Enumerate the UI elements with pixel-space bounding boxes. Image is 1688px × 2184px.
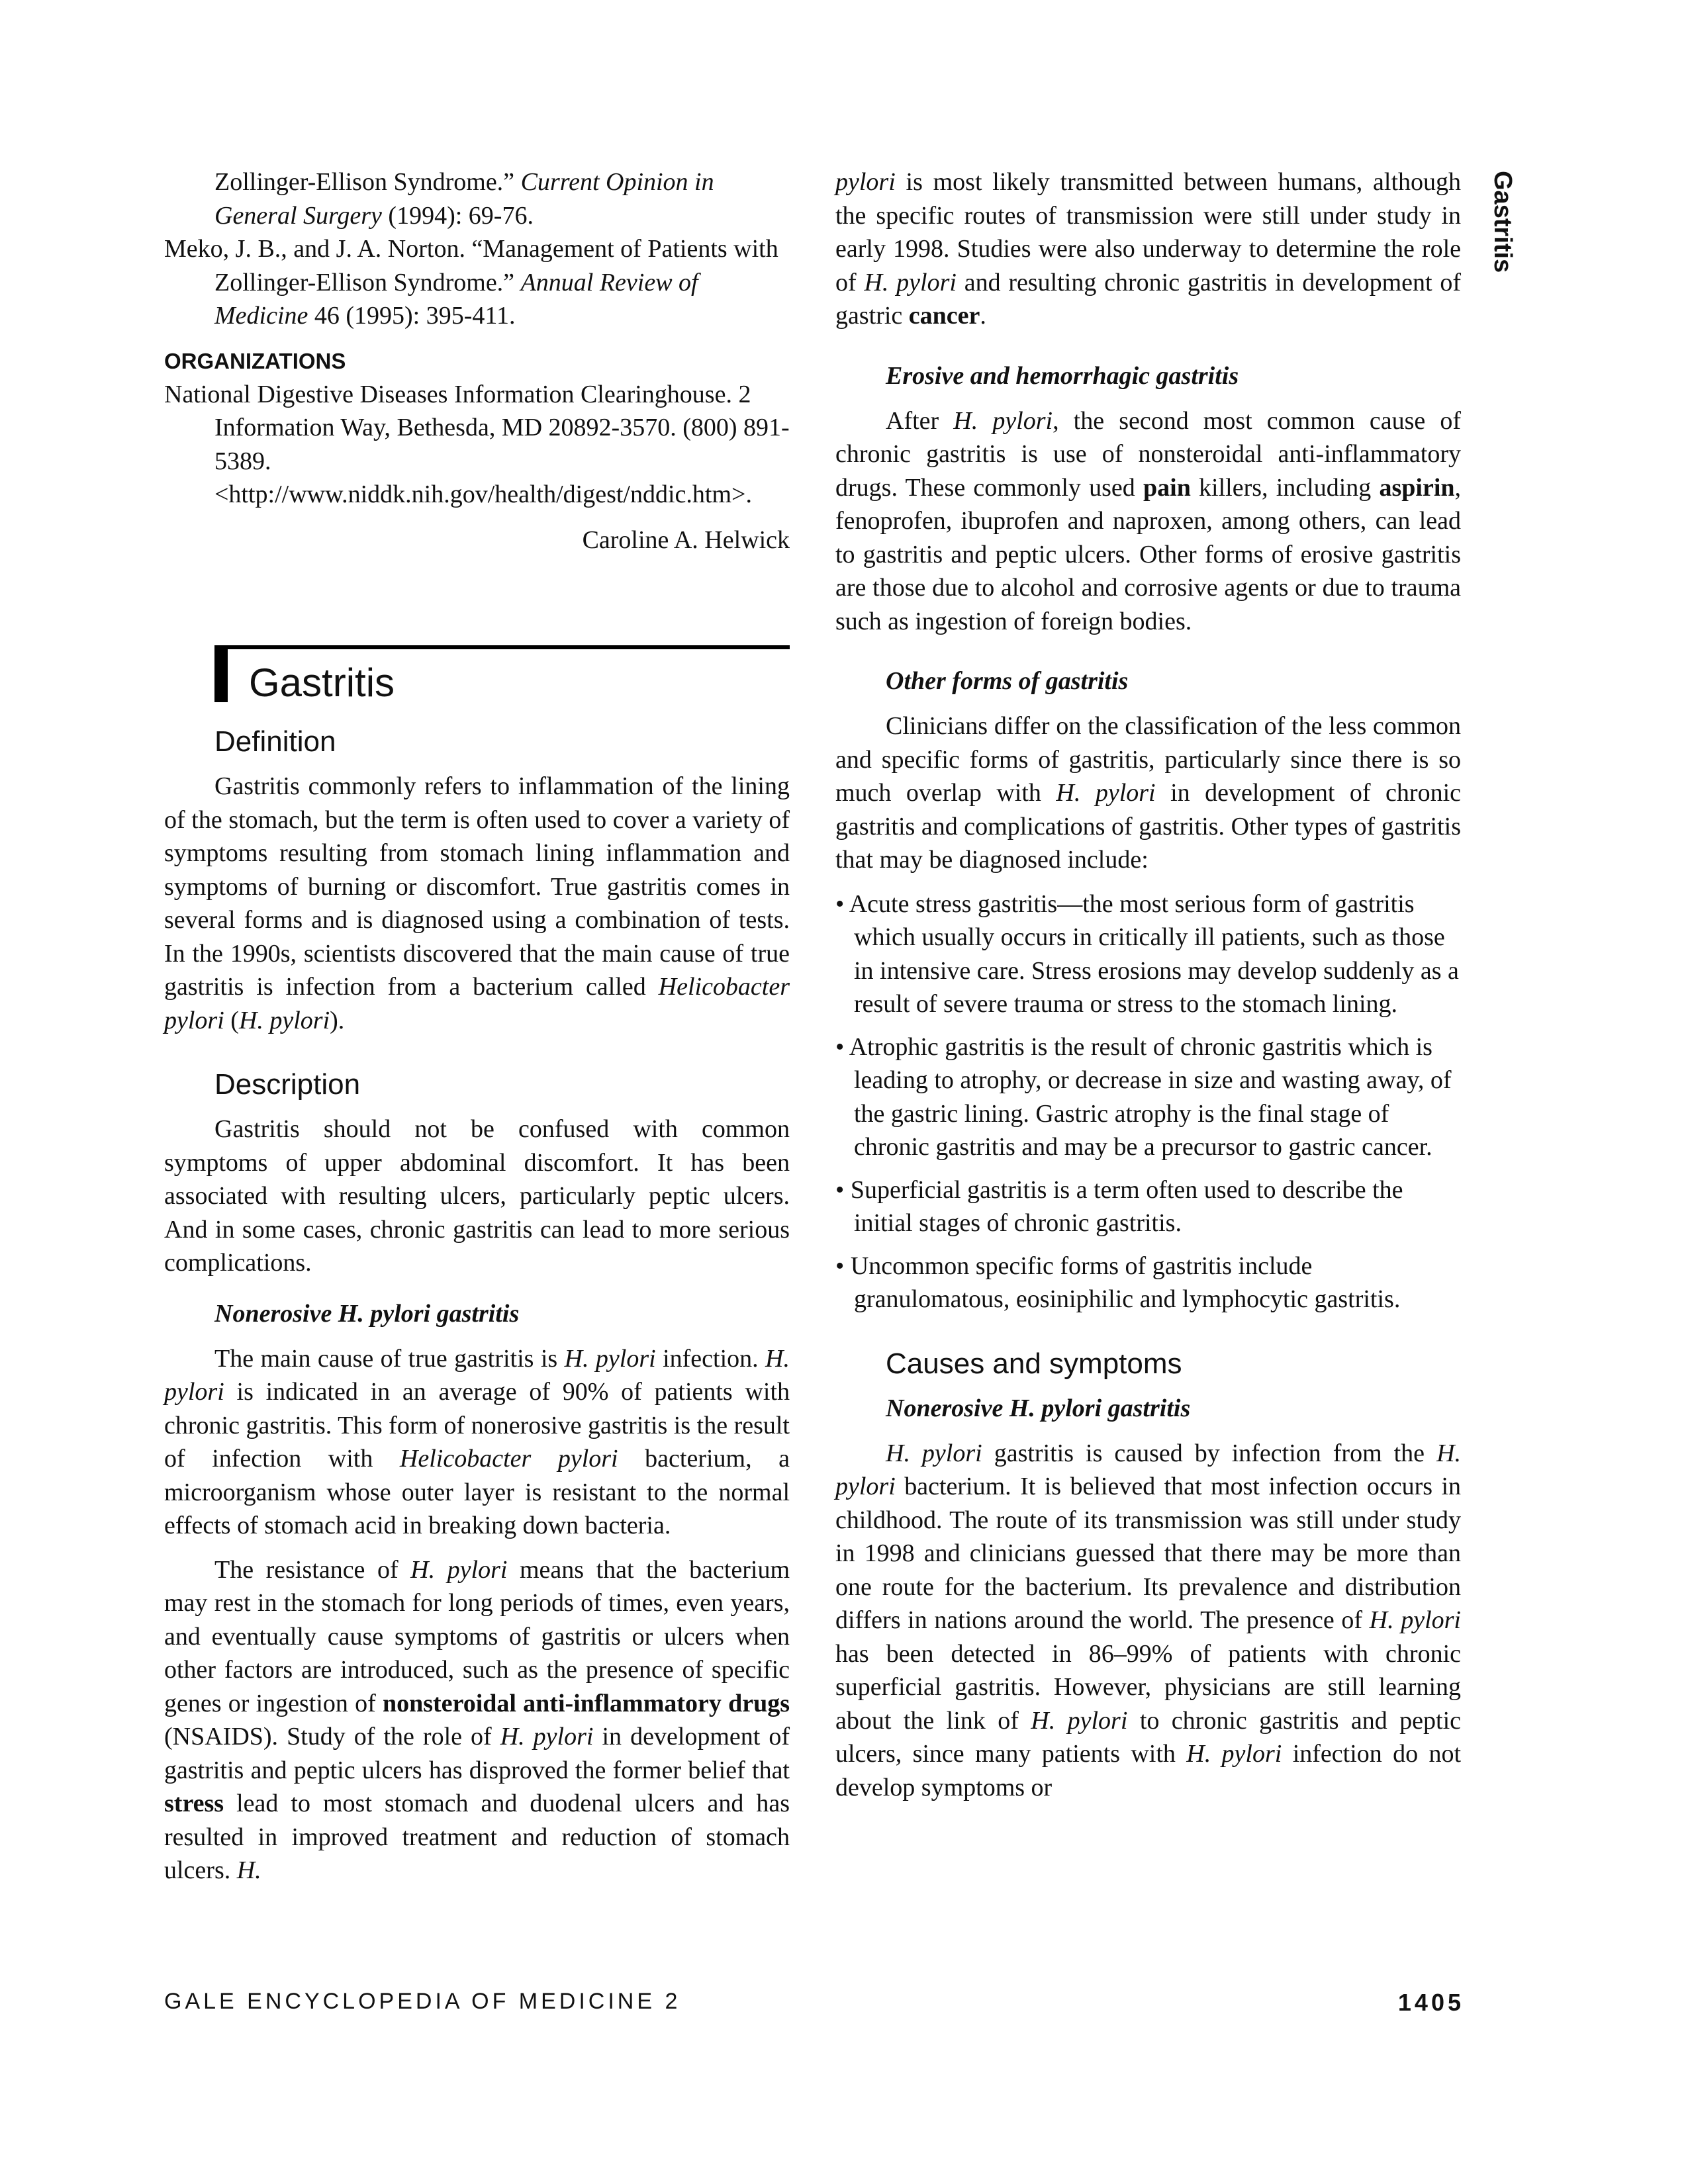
list-item-text: Acute stress gastritis—the most serious form of gastritis which usually occurs in critically ill patients, such as those in intensive care. Stress erosions may develop suddenly as a result of severe trauma or stress to the stomach lining. xyxy=(849,889,1459,1018)
reference-text: Zollinger-Ellison Syndrome.” xyxy=(214,168,515,196)
text: in development of gastritis and peptic ulcers has disproved the former belief that xyxy=(164,1723,790,1784)
left-column xyxy=(164,165,790,1898)
text: ( xyxy=(230,1006,239,1034)
italic-text: Helicobacter pylori xyxy=(164,973,790,1034)
reference-text: Meko, J. B., and J. A. Norton. “Management of Patients with Zollinger-Ellison Syndrome.” xyxy=(164,235,778,296)
list-item-text: Superficial gastritis is a term often used to describe the initial stages of chronic gastritis. xyxy=(850,1175,1403,1237)
text: means that the bacterium may rest in the stomach for long periods of times, even years, and eventually cause symptoms of gastritis or ulcers when other factors are introduced, such as the presence of specific genes or ingestion of xyxy=(164,1555,790,1717)
italic-text: Helicobacter pylori xyxy=(399,1445,618,1473)
entry-rule xyxy=(214,645,790,649)
reference-text: 46 (1995): 395-411. xyxy=(314,302,516,330)
reference-1 xyxy=(164,165,790,232)
entry-bar xyxy=(214,645,228,702)
nonerosive-paragraph-2 xyxy=(164,1553,790,1888)
nonerosive-paragraph-1 xyxy=(164,1342,790,1543)
text: in development of chronic gastritis and complications of gastritis. Other types of gastritis that may be diagnosed include: xyxy=(835,779,1462,874)
bold-term: pain xyxy=(1143,473,1191,502)
continued-paragraph xyxy=(835,165,1461,333)
italic-text: H. pylori xyxy=(564,1344,656,1373)
text: . xyxy=(980,302,986,330)
list-item xyxy=(835,1173,1461,1240)
text: bacterium. It is believed that most infection occurs in childhood. The route of its transmission was still under study in 1998 and clinicians guessed that there may be more than one route for the bacterium. Its prevalence and distribution differs in nations around the world. The presence of xyxy=(835,1473,1462,1634)
bullet-mark: • xyxy=(835,1175,845,1204)
bullet-mark: • xyxy=(835,1251,845,1280)
reference-text: (1994): 69-76. xyxy=(388,201,534,230)
italic-text: H. pylori xyxy=(1056,779,1156,807)
definition-heading: Definition xyxy=(214,725,336,758)
causes-paragraph xyxy=(835,1437,1461,1805)
list-item xyxy=(835,1030,1461,1164)
list-item-text: Atrophic gastritis is the result of chronic gastritis which is leading to atrophy, or decrease in size and wasting away, of the gastric lining. Gastric atrophy is the final stage of chronic gastritis and may be a precursor to gastric cancer. xyxy=(849,1032,1452,1161)
text: infection. xyxy=(663,1344,759,1373)
text: After xyxy=(886,406,939,435)
bold-term: aspirin xyxy=(1379,473,1455,502)
description-heading: Description xyxy=(214,1068,361,1101)
reference-2 xyxy=(164,232,790,333)
entry-header xyxy=(164,645,790,723)
italic-text: H. pylori xyxy=(1186,1740,1282,1768)
bullet-mark: • xyxy=(835,1032,845,1061)
list-item xyxy=(835,887,1461,1021)
italic-text: H. xyxy=(236,1856,261,1884)
other-forms-heading: Other forms of gastritis xyxy=(886,667,1129,695)
definition-paragraph xyxy=(164,770,790,1037)
other-forms-paragraph xyxy=(835,709,1461,877)
italic-text: H. pylori xyxy=(500,1723,594,1751)
text: infection do not develop symptoms or xyxy=(835,1740,1462,1801)
text: to chronic gastritis and peptic ulcers, since many patients with xyxy=(835,1706,1462,1768)
erosive-heading: Erosive and hemorrhagic gastritis xyxy=(886,361,1239,390)
italic-text: H. pylori xyxy=(953,406,1053,435)
causes-heading: Causes and symptoms xyxy=(886,1347,1182,1380)
italic-text: H. pylori xyxy=(864,268,957,296)
italic-text: H. pylori xyxy=(164,1344,790,1406)
entry-title: Gastritis xyxy=(249,660,395,705)
text: and resulting chronic gastritis in development of gastric xyxy=(835,268,1461,330)
text: bacterium, a microorganism whose outer layer is resistant to the normal effects of stomach acid in breaking down bacteria. xyxy=(164,1445,790,1539)
italic-text: H. pylori xyxy=(835,1439,1462,1500)
text: The resistance of xyxy=(214,1555,399,1584)
text: , the second most common cause of chronic gastritis is use of nonsteroidal anti-inflammatory drugs. These commonly used xyxy=(835,406,1462,502)
causes-subheading: Nonerosive H. pylori gastritis xyxy=(886,1394,1191,1422)
description-paragraph: Gastritis should not be confused with common symptoms of upper abdominal discomfort. It has been associated with resulting ulcers, particularly peptic ulcers. And in some cases, chronic gastritis can lead to more serious complications. xyxy=(164,1115,790,1277)
text: The main cause of true gastritis is xyxy=(214,1344,558,1373)
text: is indicated in an average of 90% of patients with chronic gastritis. This form of nonerosive gastritis is the result of infection with xyxy=(164,1378,790,1473)
text: is most likely transmitted between humans, although the specific routes of transmission were still under study in early 1998. Studies were also underway to determine the role of xyxy=(835,168,1462,296)
bold-term: nonsteroidal anti-inflammatory drugs xyxy=(382,1689,790,1717)
text: Clinicians differ on the classification of the less common and specific forms of gastritis, particularly since there is so much overlap with xyxy=(835,712,1461,807)
text: , fenoprofen, ibuprofen and naproxen, among others, can lead to gastritis and peptic ulcers. Other forms of erosive gastritis are those due to alcohol and corrosive agents or due to trauma such as ingestion of foreign bodies. xyxy=(835,473,1462,635)
italic-text: H. pylori xyxy=(238,1006,330,1034)
bullet-mark: • xyxy=(835,889,845,918)
text: has been detected in 86–99% of patients with chronic superficial gastritis. However, physicians are still learning about the link of xyxy=(835,1639,1461,1735)
organizations-heading: ORGANIZATIONS xyxy=(164,348,346,373)
text: (NSAIDS). Study of the role of xyxy=(164,1723,492,1751)
section-side-tab: Gastritis xyxy=(1489,171,1517,273)
text: killers, including xyxy=(1199,473,1372,502)
page-number: 1405 xyxy=(1397,1989,1464,2016)
bold-term: stress xyxy=(164,1790,224,1817)
journal-title: Current Opinion in General Surgery xyxy=(214,168,714,230)
bold-term: cancer xyxy=(908,302,980,330)
organization-entry: National Digestive Diseases Information Clearinghouse. 2 Information Way, Bethesda, MD 20892-3570. (800) 891-5389. <http://www.niddk.nih.gov/health/digest/nddic.htm>. xyxy=(164,380,790,508)
list-item-text: Uncommon specific forms of gastritis include granulomatous, eosiniphilic and lymphocytic gastritis. xyxy=(850,1251,1401,1313)
list-item xyxy=(835,1250,1461,1316)
text: Gastritis commonly refers to inflammation of the lining of the stomach, but the term is often used to cover a variety of symptoms resulting from stomach lining inflammation and symptoms of burning or discomfort. True gastritis comes in several forms and is diagnosed using a combination of tests. In the 1990s, scientists discovered that the main cause of true gastritis is infection from a bacterium called xyxy=(164,772,790,1001)
text: gastritis is caused by infection from the xyxy=(994,1439,1425,1467)
italic-text: H. pylori xyxy=(1369,1606,1461,1634)
journal-title: Annual Review of Medicine xyxy=(214,268,698,330)
author-name: Caroline A. Helwick xyxy=(582,525,790,554)
text: ). xyxy=(330,1006,345,1034)
text: lead to most stomach and duodenal ulcers and has resulted in improved treatment and reduction of stomach ulcers. xyxy=(164,1790,790,1884)
italic-text: H. pylori xyxy=(886,1439,982,1467)
nonerosive-heading: Nonerosive H. pylori gastritis xyxy=(214,1299,520,1328)
italic-text: pylori xyxy=(835,168,896,196)
footer-publication: GALE ENCYCLOPEDIA OF MEDICINE 2 xyxy=(164,1989,681,2014)
right-column xyxy=(835,165,1461,1815)
italic-text: H. pylori xyxy=(410,1555,508,1584)
erosive-paragraph xyxy=(835,404,1461,639)
italic-text: H. pylori xyxy=(1031,1706,1128,1735)
